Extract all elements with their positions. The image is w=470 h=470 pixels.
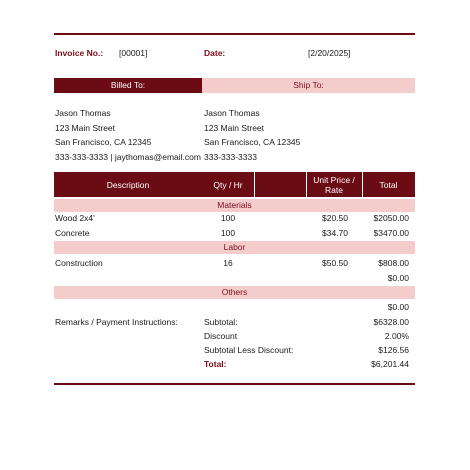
discount-value: 2.00% bbox=[384, 331, 409, 341]
summary-row-less-discount bbox=[54, 344, 415, 357]
ship-to-contact: 333-333-3333 bbox=[204, 152, 257, 163]
cell-description: Concrete bbox=[55, 228, 90, 238]
total-label: Total: bbox=[204, 359, 227, 369]
table-row bbox=[54, 272, 415, 285]
section-labor: Labor bbox=[54, 241, 415, 254]
cell-total: $808.00 bbox=[378, 258, 409, 268]
ship-to-label: Ship To: bbox=[202, 78, 415, 93]
billed-to-street: 123 Main Street bbox=[55, 122, 116, 133]
header-unit-price: Unit Price / Rate bbox=[313, 174, 355, 195]
billed-to-contact: 333-333-3333 | jaythomas@email.com bbox=[55, 152, 201, 163]
cell-total: $2050.00 bbox=[373, 213, 409, 223]
date-value: [2/20/2025] bbox=[308, 48, 351, 58]
table-row bbox=[54, 301, 415, 314]
cell-description: Construction bbox=[55, 258, 103, 268]
cell-qty: 100 bbox=[220, 228, 236, 238]
subtotal-label: Subtotal: bbox=[204, 317, 238, 327]
discount-label: Discount bbox=[204, 331, 238, 341]
date-label: Date: bbox=[204, 48, 226, 58]
billed-to-city: San Francisco, CA 12345 bbox=[55, 137, 152, 148]
billed-to-label: Billed To: bbox=[54, 78, 202, 93]
invoice-header bbox=[54, 48, 415, 60]
table-row bbox=[54, 212, 415, 225]
ship-to-name: Jason Thomas bbox=[204, 108, 260, 118]
top-rule bbox=[54, 33, 415, 35]
table-row bbox=[54, 227, 415, 240]
table-row bbox=[54, 257, 415, 270]
header-total: Total bbox=[379, 179, 398, 190]
cell-qty: 100 bbox=[220, 213, 236, 223]
section-others: Others bbox=[54, 286, 415, 299]
invoice-page bbox=[54, 0, 415, 470]
table-header bbox=[54, 172, 415, 197]
ship-to-address bbox=[204, 106, 300, 165]
cell-total: $3470.00 bbox=[373, 228, 409, 238]
invoice-number-label: Invoice No.: bbox=[55, 48, 104, 58]
subtotal-value: $6328.00 bbox=[373, 317, 409, 327]
section-materials: Materials bbox=[54, 199, 415, 212]
cell-unit-price: $20.50 bbox=[322, 213, 348, 223]
billed-to-address bbox=[55, 106, 201, 165]
cell-qty: 16 bbox=[223, 258, 233, 268]
header-qty: Qty / Hr bbox=[213, 179, 243, 190]
header-divider bbox=[254, 172, 255, 197]
header-description: Description bbox=[106, 179, 150, 190]
cell-unit-price: $34.70 bbox=[322, 228, 348, 238]
total-value: $6,201.44 bbox=[371, 359, 409, 369]
billing-bar bbox=[54, 78, 415, 93]
less-discount-label: Subtotal Less Discount: bbox=[204, 345, 294, 355]
summary-row-subtotal bbox=[54, 316, 415, 329]
cell-description: Wood 2x4' bbox=[55, 213, 95, 223]
cell-total: $0.00 bbox=[387, 273, 409, 283]
less-discount-value: $126.56 bbox=[378, 345, 409, 355]
cell-unit-price: $50.50 bbox=[322, 258, 348, 268]
billed-to-name: Jason Thomas bbox=[55, 108, 111, 118]
ship-to-street: 123 Main Street bbox=[204, 122, 265, 133]
ship-to-city: San Francisco, CA 12345 bbox=[204, 137, 301, 148]
summary-row-discount bbox=[54, 330, 415, 343]
invoice-number-value: [00001] bbox=[119, 48, 148, 58]
bottom-rule bbox=[54, 383, 415, 385]
cell-total: $0.00 bbox=[387, 302, 409, 312]
summary-row-total bbox=[54, 358, 415, 371]
remarks-label: Remarks / Payment Instructions: bbox=[55, 317, 178, 327]
